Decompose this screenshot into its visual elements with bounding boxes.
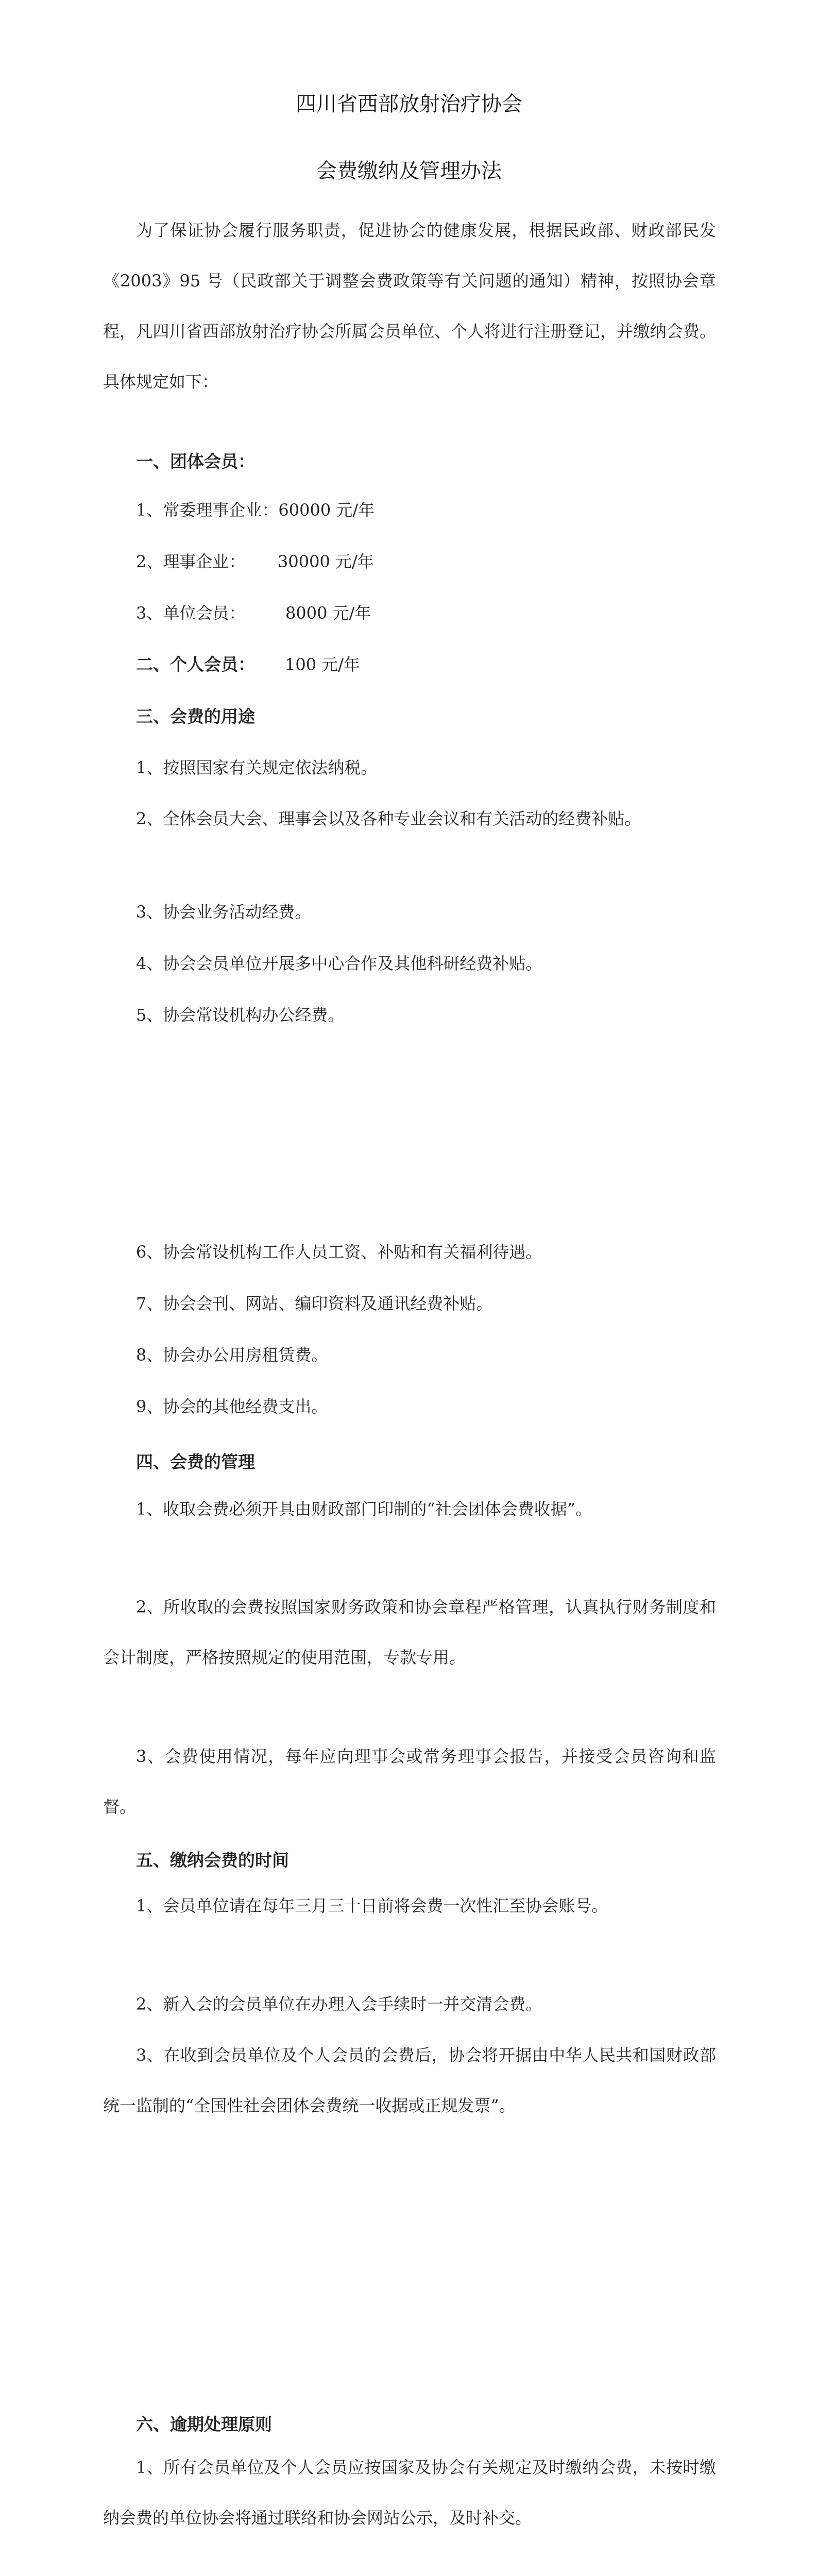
list-item: 7、协会会刊、网站、编印资料及通讯经费补贴。 bbox=[136, 1294, 493, 1313]
section-heading-group-members: 一、团体会员： bbox=[136, 451, 255, 471]
intro-paragraph: 为了保证协会履行服务职责，促进协会的健康发展，根据民政部、财政部民发《2003》95 号（民政部关于调整会费政策等有关问题的通知）精神，按照协会章程，凡四川省西部放射治疗协会所属会员单位、个人将进行注册登记，并缴纳会费。具体规定如下： bbox=[103, 221, 716, 392]
section-heading-management: 四、会费的管理 bbox=[136, 1452, 255, 1472]
fee-row bbox=[136, 536, 749, 587]
list-item: 5、协会常设机构办公经费。 bbox=[136, 1005, 345, 1025]
document-title: 四川省西部放射治疗协会 bbox=[296, 92, 522, 116]
list-item: 1、按照国家有关规定依法纳税。 bbox=[136, 758, 378, 777]
document-subtitle: 会费缴纳及管理办法 bbox=[316, 159, 502, 183]
list-item: 8、协会办公用房租赁费。 bbox=[136, 1345, 328, 1365]
list-item: 1、所有会员单位及个人会员应按国家及协会有关规定及时缴纳会费，未按时缴纳会费的单位协会将通过联络和协会网站公示，及时补交。 bbox=[103, 2458, 716, 2528]
fee-value: 60000 元/年 bbox=[278, 500, 375, 520]
list-item: 1、收取会费必须开具由财政部门印制的“社会团体会费收据”。 bbox=[136, 1499, 592, 1519]
fee-value: 8000 元/年 bbox=[285, 603, 371, 623]
section-heading-individual-members: 二、个人会员： bbox=[136, 654, 255, 674]
individual-member-row bbox=[136, 639, 749, 690]
list-item: 2、所收取的会费按照国家财务政策和协会章程严格管理，认真执行财务制度和会计制度，严格按照规定的使用范围，专款专用。 bbox=[103, 1597, 716, 1667]
list-item: 9、协会的其他经费支出。 bbox=[136, 1397, 328, 1416]
list-item: 3、协会业务活动经费。 bbox=[136, 902, 312, 922]
section-heading-payment-time: 五、缴纳会费的时间 bbox=[136, 1850, 289, 1870]
list-item: 2、全体会员大会、理事会以及各种专业会议和有关活动的经费补贴。 bbox=[136, 809, 641, 828]
list-item: 6、协会常设机构工作人员工资、补贴和有关福利待遇。 bbox=[136, 1242, 542, 1262]
section-heading-uses: 三、会费的用途 bbox=[136, 706, 255, 726]
list-item: 2、新入会的会员单位在办理入会手续时一并交清会费。 bbox=[136, 1994, 542, 2014]
list-item: 3、会费使用情况，每年应向理事会或常务理事会报告，并接受会员咨询和监督。 bbox=[103, 1747, 716, 1817]
list-item: 1、会员单位请在每年三月三十日前将会费一次性汇至协会账号。 bbox=[136, 1896, 608, 1916]
fee-row bbox=[136, 587, 749, 639]
individual-fee-value: 100 元/年 bbox=[285, 655, 361, 674]
list-item: 4、协会会员单位开展多中心合作及其他科研经费补贴。 bbox=[136, 954, 542, 973]
fee-value: 30000 元/年 bbox=[278, 552, 374, 571]
fee-label: 3、单位会员： bbox=[136, 603, 246, 623]
list-item: 3、在收到会员单位及个人会员的会费后，协会将开据由中华人民共和国财政部统一监制的“全国性社会团体会费统一收据或正规发票”。 bbox=[103, 2045, 716, 2115]
fee-label: 2、理事企业： bbox=[136, 552, 246, 571]
section-heading-overdue: 六、逾期处理原则 bbox=[136, 2414, 272, 2434]
fee-row bbox=[136, 484, 749, 536]
fee-label: 1、常委理事企业： bbox=[136, 500, 279, 520]
